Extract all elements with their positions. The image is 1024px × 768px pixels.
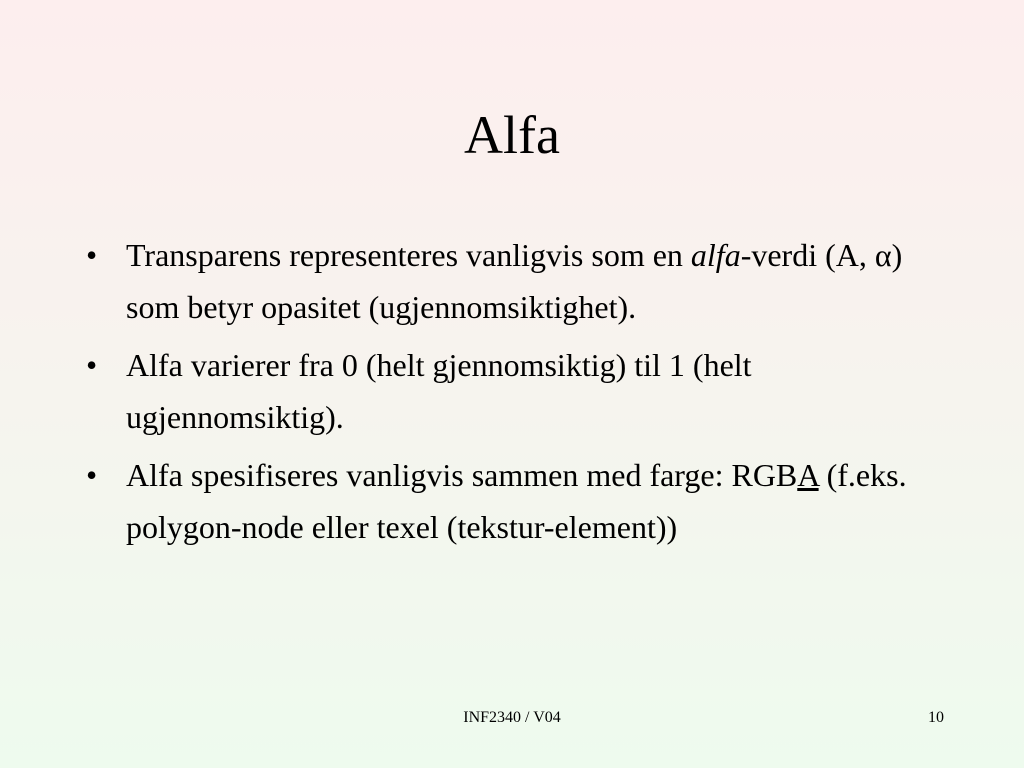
bullet-1-italic-alfa: alfa bbox=[690, 237, 741, 273]
footer-page-number: 10 bbox=[928, 709, 944, 726]
bullet-list bbox=[86, 229, 946, 559]
bullet-item-3 bbox=[86, 449, 946, 553]
bullet-2-text: Alfa varierer fra 0 (helt gjennomsiktig) til 1 (helt ugjennomsiktig). bbox=[126, 347, 752, 435]
bullet-1-text: Transparens representeres vanligvis som en bbox=[126, 237, 691, 273]
bullet-item-1 bbox=[86, 229, 946, 333]
bullet-3-text-rest: (f.eks. polygon-node eller texel (tekstur-element)) bbox=[126, 457, 907, 545]
bullet-3-underlined-a: A bbox=[797, 457, 819, 493]
bullet-item-2 bbox=[86, 339, 946, 443]
footer-course-label: INF2340 / V04 bbox=[463, 709, 561, 726]
bullet-1-text-rest: -verdi (A, α) som betyr opasitet (ugjennomsiktighet). bbox=[126, 237, 903, 325]
bullet-icon: • bbox=[86, 237, 98, 273]
bullet-icon: • bbox=[86, 457, 98, 493]
bullet-3-text: Alfa spesifiseres vanligvis sammen med farge: RGB bbox=[126, 457, 798, 493]
slide-title: Alfa bbox=[464, 105, 560, 165]
bullet-icon: • bbox=[86, 347, 98, 383]
